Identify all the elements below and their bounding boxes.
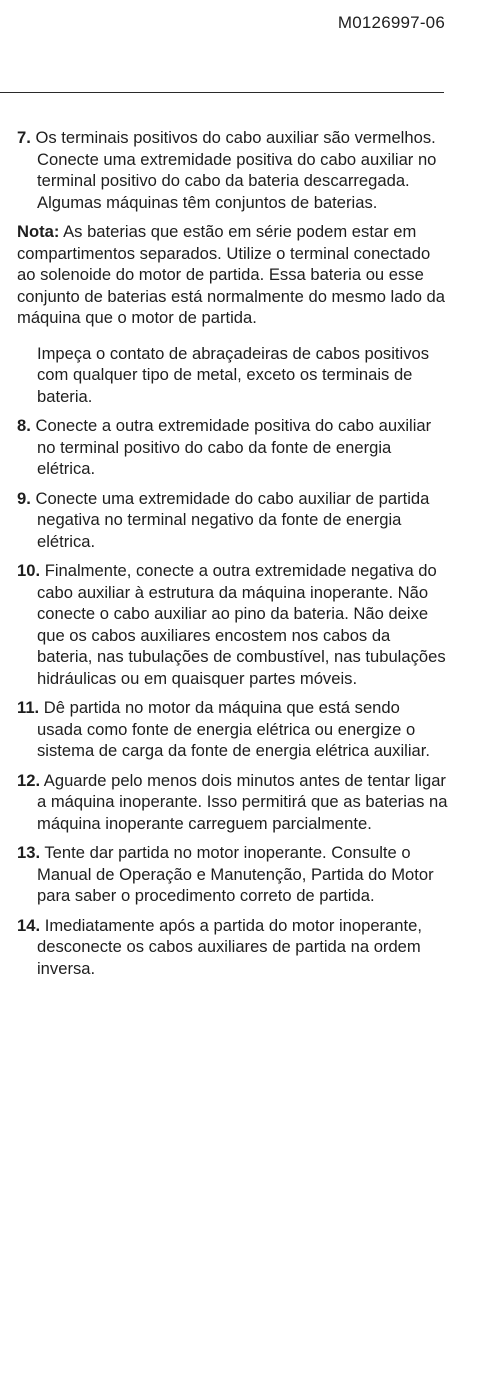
step-11: [17, 697, 449, 762]
note-label: Nota:: [17, 222, 60, 241]
step-text: Tente dar partida no motor inoperante. Consulte o Manual de Operação e Manutenção, Partida do Motor para saber o procedimento correto de partida.: [37, 843, 434, 905]
step-text: Aguarde pelo menos dois minutos antes de tentar ligar a máquina inoperante. Isso permitirá que as baterias na máquina inoperante carreguem parcialmente.: [37, 770, 448, 833]
step-7: [17, 127, 449, 213]
step-text: Conecte uma extremidade do cabo auxiliar de partida negativa no terminal negativo da fonte de energia elétrica.: [35, 488, 430, 551]
step-text: Os terminais positivos do cabo auxiliar são vermelhos. Conecte uma extremidade positiva do cabo auxiliar no terminal positivo do cabo da bateria descarregada. Algumas máquinas têm conjuntos de baterias.: [35, 128, 437, 212]
document-id: M0126997-06: [337, 13, 445, 32]
step-number: 14.: [17, 915, 41, 935]
step-number: 10.: [17, 561, 41, 580]
step-number: 11.: [17, 698, 40, 717]
note-text: As baterias que estão em série podem estar em compartimentos separados. Utilize o terminal conectado ao solenoide do motor de partida. Essa bateria ou esse conjunto de baterias está normalmente do mesmo lado da máquina que o motor de partida.: [17, 222, 446, 327]
step-8: [17, 415, 449, 480]
step-text: Imediatamente após a partida do motor inoperante, desconecte os cabos auxiliares de partida na ordem inversa.: [37, 915, 422, 978]
step-number: 8.: [17, 416, 31, 435]
instruction-content: [17, 127, 449, 987]
caution-text: Impeça o contato de abraçadeiras de cabos positivos com qualquer tipo de metal, exceto os terminais de bateria.: [37, 343, 430, 406]
step-number: 12.: [17, 770, 41, 790]
step-14: [17, 915, 449, 980]
step-text: Dê partida no motor da máquina que está sendo usada como fonte de energia elétrica ou energize o sistema de carga da fonte de energia elétrica auxiliar.: [37, 698, 430, 760]
step-13: [17, 842, 449, 907]
step-text: Finalmente, conecte a outra extremidade negativa do cabo auxiliar à estrutura da máquina inoperante. Não conecte o cabo auxiliar ao pino da bateria. Não deixe que os cabos auxiliares encostem nos cabos da bateria, nas tubulações de combustível, nas tubulações hidráulicas ou em quaisquer partes móveis.: [37, 561, 446, 688]
step-number: 7.: [17, 128, 31, 147]
header-divider: [0, 92, 444, 93]
step-12: [17, 770, 449, 835]
step-text: Conecte a outra extremidade positiva do cabo auxiliar no terminal positivo do cabo da fonte de energia elétrica.: [35, 416, 432, 478]
step-9: [17, 488, 449, 553]
note: [17, 221, 449, 329]
step-number: 9.: [17, 488, 31, 508]
step-10: [17, 560, 449, 689]
step-number: 13.: [17, 843, 41, 862]
